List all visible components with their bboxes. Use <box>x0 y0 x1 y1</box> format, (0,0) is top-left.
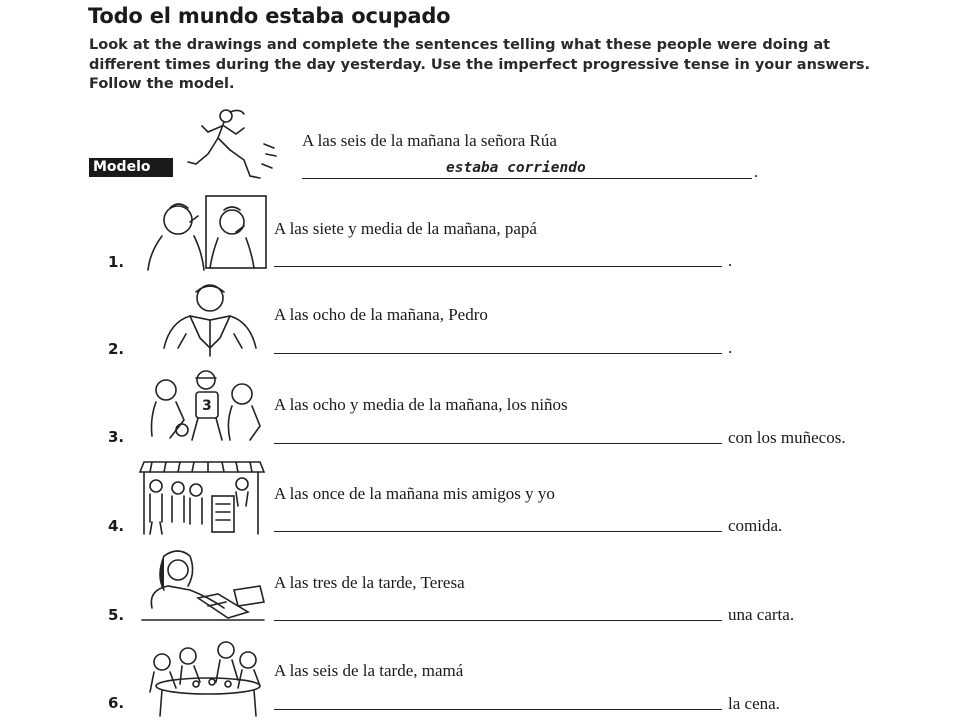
item-4-answer-line[interactable] <box>274 531 722 532</box>
page-title: Todo el mundo estaba ocupado <box>88 4 451 28</box>
boy-dressing-illustration <box>150 278 270 358</box>
children-playing-illustration <box>140 368 270 446</box>
runner-woman-illustration <box>178 104 293 184</box>
model-answer: estaba corriendo <box>446 160 586 176</box>
item-1-prompt: A las siete y media de la mañana, papá <box>274 219 537 238</box>
item-3-number: 3. <box>108 428 125 446</box>
item-4-number: 4. <box>108 517 125 535</box>
item-1-ending: . <box>728 251 733 270</box>
family-dinner-illustration <box>140 636 270 718</box>
item-5-prompt: A las tres de la tarde, Teresa <box>274 573 465 592</box>
item-5-ending: una carta. <box>728 605 795 624</box>
market-stall-illustration <box>138 456 266 536</box>
item-3-ending: con los muñecos. <box>728 428 846 447</box>
item-5-number: 5. <box>108 606 125 624</box>
item-2-prompt: A las ocho de la mañana, Pedro <box>274 305 488 324</box>
item-2-ending: . <box>728 338 733 357</box>
item-3-answer-line[interactable] <box>274 443 722 444</box>
item-6-ending: la cena. <box>728 694 780 713</box>
item-6-answer-line[interactable] <box>274 709 722 710</box>
item-2-answer-line[interactable] <box>274 353 722 354</box>
woman-writing-letter-illustration <box>138 546 268 626</box>
model-answer-line <box>302 178 752 179</box>
svg-text:3: 3 <box>202 398 212 414</box>
model-prompt: A las seis de la mañana la señora Rúa <box>302 131 557 150</box>
item-2-number: 2. <box>108 340 125 358</box>
model-ending: . <box>754 162 759 181</box>
item-6-prompt: A las seis de la tarde, mamá <box>274 661 464 680</box>
modelo-badge: Modelo <box>89 158 173 177</box>
item-6-number: 6. <box>108 694 125 712</box>
item-4-ending: comida. <box>728 516 783 535</box>
item-1-number: 1. <box>108 253 125 271</box>
man-shaving-mirror-illustration <box>140 192 270 272</box>
item-3-prompt: A las ocho y media de la mañana, los niños <box>274 395 568 414</box>
item-5-answer-line[interactable] <box>274 620 722 621</box>
instructions: Look at the drawings and complete the sentences telling what these people were doing at different times during the day yesterday. Use the imperfect progressive tense in your answers. Follow the model. <box>89 37 871 92</box>
item-4-prompt: A las once de la mañana mis amigos y yo <box>274 484 555 503</box>
item-1-answer-line[interactable] <box>274 266 722 267</box>
